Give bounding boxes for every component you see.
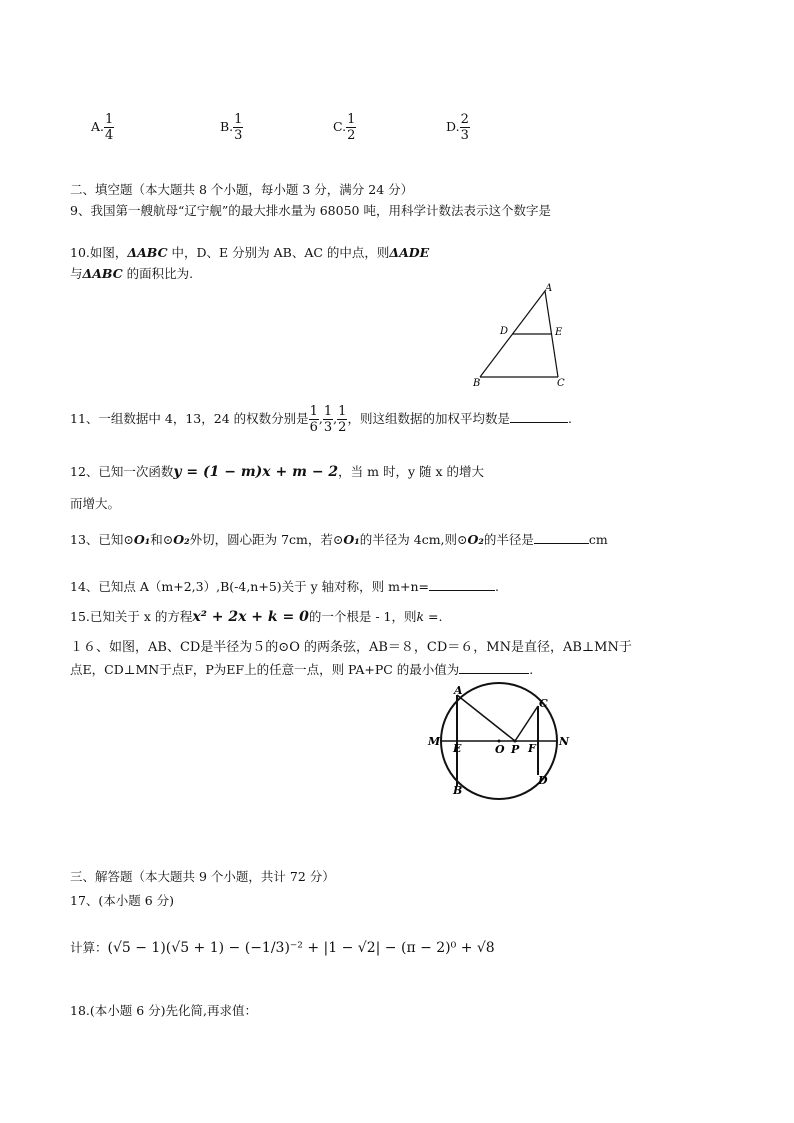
- circle-o1: O₁: [343, 532, 360, 547]
- label-b: B: [473, 378, 481, 389]
- option-fraction: [346, 112, 356, 143]
- circle-o2: O₂: [173, 532, 190, 547]
- q10-text: 10.如图，: [70, 245, 128, 260]
- label-a: A: [545, 283, 553, 294]
- q11-text: ，则这组数据的加权平均数是: [347, 411, 510, 426]
- fraction-num: 2: [460, 112, 469, 127]
- label-n: N: [559, 735, 570, 748]
- circle-o1: O₁: [133, 532, 151, 547]
- question-12-line1: [70, 464, 484, 480]
- option-fraction: [460, 112, 470, 143]
- question-15: [70, 609, 442, 625]
- weight-2: [323, 404, 333, 435]
- q10-text: 与: [70, 266, 83, 281]
- q8-option-d: [446, 112, 470, 143]
- q16-text: 点E，CD⊥MN于点F，P为EF上的任意一点，则 PA+PC 的最小值为: [70, 662, 460, 677]
- circle-o2: O₂: [467, 532, 484, 547]
- q13-text: 和⊙: [150, 532, 174, 547]
- q11-text: 11、一组数据中 4，13，24 的权数分别是: [70, 411, 309, 426]
- label-o: O: [495, 743, 505, 756]
- triangle-abc: ΔABC: [127, 245, 168, 260]
- fraction-num: 1: [338, 404, 347, 419]
- option-letter: C.: [333, 119, 347, 134]
- answer-blank: [534, 531, 589, 544]
- question-16-line2: [70, 661, 533, 678]
- fraction-num: 1: [234, 112, 243, 127]
- answer-blank: [459, 661, 529, 674]
- q14-text: .: [495, 579, 499, 594]
- q13-unit: cm: [588, 532, 608, 547]
- option-letter: D.: [446, 119, 460, 134]
- k-variable: k =: [416, 609, 439, 624]
- answer-blank: [510, 410, 568, 423]
- q13-text: 13、已知⊙: [70, 532, 134, 547]
- label-m: M: [428, 735, 441, 748]
- section-2-title: 二、填空题（本大题共 8 个小题，每小题 3 分，满分 24 分）: [70, 182, 414, 197]
- q8-option-a: [91, 112, 114, 143]
- q13-text: 外切，圆心距为 7cm，若⊙: [189, 532, 344, 547]
- q13-text: 的半径为 4cm,则⊙: [359, 532, 468, 547]
- q15-text: .: [438, 609, 443, 624]
- circle-figure: [420, 680, 580, 805]
- linear-function: y = (1 − m)x + m − 2: [173, 464, 339, 480]
- weight-3: [337, 404, 347, 435]
- label-p: P: [511, 743, 520, 756]
- label-c: C: [557, 378, 565, 389]
- question-17-title: 17、(本小题 6 分): [70, 893, 175, 908]
- label-c: C: [539, 697, 548, 710]
- triangle-abc: ΔABC: [82, 266, 123, 281]
- triangle-figure: [460, 282, 580, 390]
- question-9: 9、我国第一艘航母“辽宁舰”的最大排水量为 68050 吨，用科学计数法表示这个数字是: [70, 203, 551, 218]
- question-10-line2: [70, 266, 193, 282]
- label-f: F: [528, 742, 536, 755]
- q15-text: 的一个根是 - 1，则: [308, 609, 417, 624]
- label-a: A: [454, 684, 463, 697]
- q12-text: 12、已知一次函数: [70, 464, 174, 479]
- fraction-den: 2: [338, 420, 347, 435]
- label-b: B: [453, 784, 463, 797]
- q10-text: 的面积比为.: [122, 266, 194, 281]
- fraction-den: 3: [460, 128, 469, 143]
- fraction-den: 3: [234, 128, 243, 143]
- fraction-num: 1: [347, 112, 356, 127]
- fraction-den: 4: [105, 128, 114, 143]
- q12-text: ，当 m 时，y 随 x 的增大: [338, 464, 485, 479]
- q14-text: 14、已知点 A（m+2,3）,B(-4,n+5)关于 y 轴对称，则 m+n=: [70, 579, 429, 594]
- q13-text: 的半径是: [483, 532, 534, 547]
- question-16-line1: １６、如图，AB、CD是半径为５的⊙O 的两条弦，AB＝８，CD＝６，MN是直径，AB⊥MN于: [70, 640, 632, 655]
- option-letter: B.: [220, 119, 234, 134]
- quadratic-equation: x² + 2x + k = 0: [192, 609, 309, 625]
- label-e: E: [555, 327, 563, 338]
- option-letter: A.: [91, 119, 105, 134]
- label-d: D: [538, 774, 548, 787]
- q10-text: 中，D、E 分别为 AB、AC 的中点，则: [167, 245, 390, 260]
- q15-text: 15.已知关于 x 的方程: [70, 609, 193, 624]
- answer-blank: [429, 578, 495, 591]
- fraction-num: 1: [309, 404, 318, 419]
- label-d: D: [500, 326, 509, 337]
- label-e: E: [453, 742, 462, 755]
- triangle-ade: ΔADE: [389, 245, 430, 260]
- question-11: 11、一组数据中 4，13，24 的权数分别是 $\frac{1}{6}$ , $\frac{1}{3}$ , $\frac{1}{2}$ ，则这组数据的加权平均数是 .: [70, 404, 572, 435]
- weight-1: [309, 404, 319, 435]
- question-12-line2: 而增大。: [70, 496, 121, 511]
- fraction-den: 6: [309, 420, 318, 435]
- fraction-den: 2: [347, 128, 356, 143]
- fraction-num: 1: [105, 112, 114, 127]
- section-3-title: 三、解答题（本大题共 9 个小题，共计 72 分）: [70, 869, 335, 884]
- question-13: [70, 531, 608, 548]
- option-fraction: [233, 112, 243, 143]
- q16-text: .: [529, 662, 534, 677]
- question-14: [70, 578, 499, 595]
- q11-text: .: [567, 411, 572, 426]
- calculation-expression: (√5 − 1)(√5 + 1) − (−1/3)⁻² + |1 − √2| − (π − 2)⁰ + √8: [107, 940, 495, 956]
- question-18-title: 18.(本小题 6 分)先化简,再求值：: [70, 1003, 258, 1018]
- fraction-num: 1: [323, 404, 333, 419]
- question-17-expression: [70, 940, 495, 956]
- option-fraction: [104, 112, 114, 143]
- q17-label: 计算：: [70, 940, 108, 955]
- q8-option-b: [220, 112, 243, 143]
- question-10-line1: [70, 245, 429, 261]
- q8-option-c: [333, 112, 356, 143]
- fraction-den: 3: [323, 420, 333, 435]
